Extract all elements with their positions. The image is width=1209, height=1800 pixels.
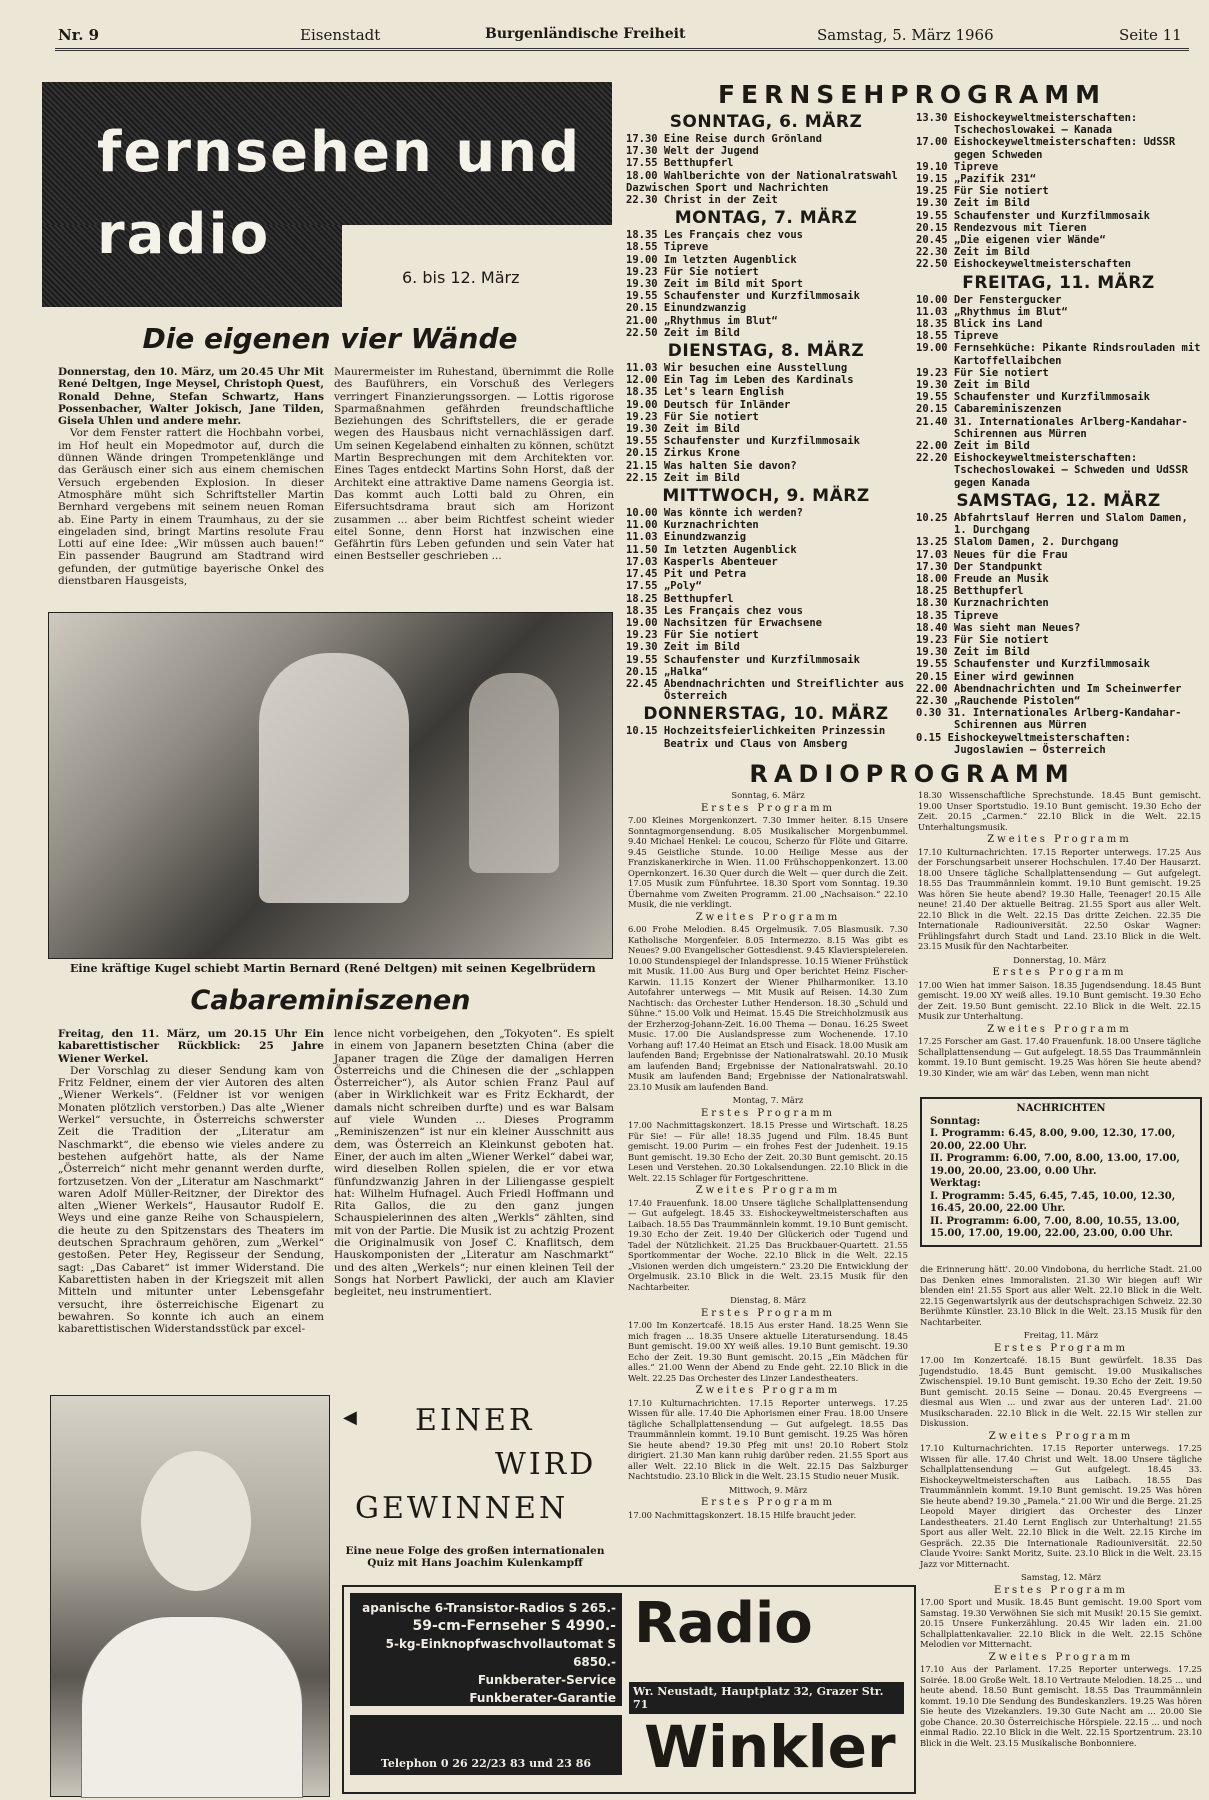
list-item: 10.00 Der Fenstergucker [916, 293, 1062, 306]
quiz-line3: GEWINNEN [355, 1491, 569, 1526]
list-item: 20.15 „Halka“ [626, 665, 709, 678]
article2-text1: Der Vorschlag zu dieser Sendung kam von Fritz Feldner, einem der vier Autoren des alten „Wiener Werkels“. (Feldner ist vor wenigen Monaten plötzlich verstorben.) Das alte „Wiener Werkel“ versuchte, in Österreichs schwerster Zeit die Tradition der „Literatur am Naschmarkt“, die ebenso wie vieles andere zu bestehen aufgehört hatte, als der Name „Österreich“ nicht mehr genannt werden durfte, fortzusetzen. Von der „Literatur am Naschmarkt“ waren Adolf Müller-Reitzner, der Direktor des alten „Wiener Werkels“, Hausautor Rudolf E. Weys und eine ganze Reihe von Schauspielern, die heute zu den Spitzenstars des Theaters im deutschen Sprachraum gehören, zum „Werkel“ gestoßen. Peter Hey, Regisseur der Sendung, sagt: „Das Cabaret“ ist immer Widerstand. Die Kabarettisten haben in der Kriegszeit mit allen Mitteln und mitunter unter Lebensgefahr versucht, ihre österreichische Eigenart zu bewahren. So konnte ich auch an einem kabarettistischen Widerstandsstück par excel- [58, 1064, 324, 1336]
list-item: 19.00 Fernsehküche: Pikante Rindsrouladen mit Kartoffellaibchen [916, 342, 1201, 367]
quiz-desc: Eine neue Folge des großen internationalen Quiz mit Hans Joachim Kulenkampff [345, 1545, 605, 1569]
nachrichten-box [920, 1097, 1202, 1247]
list-item: 19.55 Schaufenster und Kurzfilmmosaik [916, 391, 1150, 404]
list-item: 18.00 Freude an Musik [916, 572, 1049, 585]
quiz-line2: WIRD [495, 1447, 597, 1482]
list-item: 17.55 „Poly“ [626, 580, 702, 593]
list-item: II. Programm: 6.00, 7.00, 8.00, 10.55, 13.00, 15.00, 17.00, 19.00, 22.00, 23.00, 0.00 Uhr. [930, 1215, 1180, 1239]
play-icon: ◀ [343, 1407, 357, 1428]
list-item: 19.55 Schaufenster und Kurzfilmmosaik [626, 435, 860, 448]
list-item: 22.45 Abendnachrichten und Streiflichter aus Österreich [626, 677, 905, 703]
list-item: 19.30 Zeit im Bild mit Sport [626, 278, 804, 291]
photo-figure [259, 653, 409, 903]
radio-text: 17.10 Aus der Parlament. 17.25 Reporter unterwegs. 17.25 Soirée. 18.00 Große Welt. 18.10 Vertraute Melodien. 18.25 ... und heute abend. 18.50 Bunt gemischt. 18.55 Das Traummännlein kommt. 19.10 Die Sendung des Bundeskanzlers. 19.25 Was hören Sie heute des Vizekanzlers. 19.30 Gute Nacht am ... 20.00 Sie gobe Chance. 20.30 Österreichische Hörspiele. 22.15 ... und noch einmal Radio. 22.10 Blick in die Welt. 22.15 Sportzentrum. 23.10 Blick in die Welt. 23.15 Musikalische Bonbonniere. [920, 1664, 1202, 1748]
radio-col2 [918, 790, 1201, 1078]
list-item: 18.40 Was sieht man Neues? [916, 621, 1081, 634]
day-heading: DIENSTAG, 8. MÄRZ [667, 341, 865, 362]
page-number: Nr. 9 [58, 26, 100, 44]
list-item: 18.25 Betthupferl [916, 585, 1024, 598]
tv-list [626, 507, 906, 702]
list-item: 20.15 Rendezvous mit Tieren [916, 221, 1087, 234]
ad-winkler: Winkler [644, 1713, 896, 1781]
radio-day: Mittwoch, 9. März [728, 1484, 808, 1495]
list-item: 11.03 „Rhythmus im Blut“ [916, 305, 1068, 318]
day-heading: MITTWOCH, 9. MÄRZ [662, 486, 870, 507]
list-item: 19.55 Schaufenster und Kurzfilmmosaik [626, 653, 860, 666]
masthead-dates: 6. bis 12. März [402, 268, 520, 287]
radio-prog: Erstes Programm [993, 1584, 1129, 1596]
radio-prog: Erstes Programm [700, 802, 836, 814]
radio-prog: Erstes Programm [700, 1107, 836, 1119]
article2-col2 [334, 1028, 614, 1299]
list-item: 13.30 Eishockeyweltmeisterschaften: Tschechoslowakei — Kanada [916, 112, 1138, 137]
radio-col2-bottom [920, 1264, 1202, 1748]
list-item: 17.00 Eishockeyweltmeisterschaften: UdSSR gegen Schweden [916, 136, 1176, 161]
list-item: 18.55 Tipreve [626, 241, 709, 254]
radio-day: Samstag, 12. März [1021, 1572, 1101, 1582]
ad-line5: Funkberater-Garantie [469, 1691, 616, 1705]
tv-list [916, 294, 1201, 489]
radio-prog: Zweites Programm [695, 911, 841, 923]
radio-text: 17.10 Kulturnachrichten. 17.15 Reporter unterwegs. 17.25 Wissen für alle. 17.40 Die Aphorismen einer Frau. 18.00 Unsere tägliche Schallplattensendung — Gut aufgelegt. 18.55 Das Traummännlein kommt. 19.10 Bunt gemischt. 19.25 Was hören Sie heute abend? 19.30 Pfeg mit uns! 20.10 Robert Stolz dirigiert. 21.30 Man kann ruhig darüber reden. 21.55 Sport aus aller Welt. 22.10 Blick in die Welt. 22.15 Das Salzburger Nachtstudio. 23.10 Blick in die Welt. 23.15 Studio neuer Musik. [628, 1397, 908, 1481]
radio-day: Dienstag, 8. März [730, 1295, 806, 1305]
radio-text: 17.00 Im Konzertcafé. 18.15 Aus erster Hand. 18.25 Wenn Sie mich fragen ... 18.35 Unsere aktuelle Literatursendung. 18.45 Bunt gemischt. 19.00 XY weiß alles. 19.10 Bunt gemischt. 19.30 Echo der Zeit. 19.30 Bunt gemischt. 20.15 „Ein Mädchen für alles.“ 21.00 Wenn der Abend zu Ende geht. 22.10 Blick in die Welt. 22.25 Das Orchester des Linzer Landestheaters. [628, 1320, 908, 1383]
tv-day-4 [626, 486, 906, 702]
list-item: 18.55 Tipreve [916, 330, 999, 343]
list-item: 18.35 Blick ins Land [916, 318, 1043, 331]
tv-list [626, 725, 906, 749]
list-item: 19.55 Schaufenster und Kurzfilmmosaik [916, 658, 1150, 671]
article1-lead: Donnerstag, den 10. März, um 20.45 Uhr Mit René Deltgen, Inge Meysel, Christoph Quest, Ronald Dehne, Stefan Schwartz, Hans Possenbacher, Walter Jokisch, Jane Tilden, Gisela Uhlen und andere mehr. [58, 366, 324, 428]
list-item: 19.25 Für Sie notiert [916, 185, 1049, 198]
list-item: 22.30 Christ in der Zeit [626, 194, 778, 207]
masthead-line2: radio [97, 202, 271, 267]
radio-title: RADIOPROGRAMM [749, 760, 1075, 788]
day-heading: SAMSTAG, 12. MÄRZ [956, 490, 1161, 511]
list-item: 22.50 Zeit im Bild [626, 326, 740, 339]
list-item: 22.30 Zeit im Bild [916, 246, 1030, 259]
ad-line2: 59-cm-Fernseher S 4990.- [412, 1618, 616, 1634]
radio-text: 7.00 Kleines Morgenkonzert. 7.30 Immer heiter. 8.15 Unsere Sonntagmorgensendung. 8.05 Musikalischer Morgenbummel. 9.40 Michael Henkel: Le coucou, Scherzo für Flöte und Gitarre. 9.45 Geistliche Stunde. 10.00 Heilige Messe aus der Franziskanerkirche in Wien. 11.00 Frühschoppenkonzert. 13.00 Opernkonzert. 16.30 Quer durch die Welt — quer durch die Zeit. 17.05 Musik zum Fünfuhrtee. 18.30 Sport vom Sonntag. 19.30 Übernahme vom Zweiten Programm. 21.00 „Nachsaison.“ 22.10 Musik, die nie verklingt. [628, 815, 908, 909]
radio-day: Freitag, 11. März [1023, 1330, 1099, 1340]
list-item: 19.30 Zeit im Bild [626, 641, 740, 654]
list-item: 19.23 Für Sie notiert [916, 366, 1049, 379]
masthead-block [42, 82, 612, 307]
tv-list [916, 112, 1201, 271]
list-item: 18.35 Let's learn English [626, 386, 785, 399]
ad-line3: 5-kg-Einknopfwaschvollautomat S 6850.- [385, 1637, 616, 1669]
list-item: 10.00 Was könnte ich werden? [626, 507, 804, 520]
radio-text: 17.00 Sport und Musik. 18.45 Bunt gemischt. 19.00 Sport vom Samstag. 19.30 Verwöhnen Sie sich mit Musik! 20.15 Sie gemixt. 20.15 Unsere Funkerzählung. 20.45 Wir laden ein. 21.00 Schallplattenkavalier. 22.10 Blick in die Welt. 22.15 Schöne Melodien vor Mitternacht. [920, 1597, 1202, 1649]
list-item: 0.30 31. Internationales Arlberg-Kandahar-Schirennen aus Mürren [916, 707, 1182, 732]
list-item: 19.00 Im letzten Augenblick [626, 253, 797, 266]
radio-text: 17.10 Kulturnachrichten. 17.15 Reporter unterwegs. 17.25 Aus der Forschungsarbeit unserer Hochschulen. 17.40 Der Hausarzt. 18.00 Unsere tägliche Schallplattensendung — Gut aufgelegt. 18.55 Das Traummännlein kommt. 19.10 Bunt gemischt. 19.25 Was hören Sie heute abend? 19.30 Halle, Teenager! 20.15 Alle neune! 21.40 Der aktuelle Beitrag. 21.55 Sport aus aller Welt. 22.10 Blick in die Welt. 22.15 Das dritte Zeichen. 22.35 Die Internationale Radiouniversität. 22.50 Oskar Wagner: Frühlingsfahrt durch Stadt und Land. 23.10 Blick in die Welt. 23.15 Musik für den Nachtarbeiter. [918, 846, 1201, 951]
list-item: 20.15 Zirkus Krone [626, 447, 740, 460]
list-item: 19.15 „Pazifik 231“ [916, 173, 1037, 186]
radio-text: 17.00 Wien hat immer Saison. 18.35 Jugendsendung. 18.45 Bunt gemischt. 19.00 XY weiß alles. 19.10 Bunt gemischt. 19.30 Echo der Zeit. 19.50 Bunt gemischt. 22.10 Blick in die Welt. 22.15 Musik zur Unterhaltung. [918, 979, 1201, 1021]
list-item: 13.25 Slalom Damen, 2. Durchgang [916, 536, 1119, 549]
list-item: 11.03 Wir besuchen eine Ausstellung [626, 362, 848, 375]
list-item: 19.30 Zeit im Bild [916, 379, 1030, 392]
nachrichten-list [930, 1128, 1192, 1178]
ad-dark-panel [350, 1593, 622, 1706]
nachrichten-list [930, 1191, 1192, 1241]
list-item: 21.00 „Rhythmus im Blut“ [626, 314, 778, 327]
list-item: 22.00 Abendnachrichten und Im Scheinwerfer [916, 682, 1182, 695]
list-item: 19.30 Zeit im Bild [626, 423, 740, 436]
article2-col1 [58, 1028, 324, 1335]
header-place: Eisenstadt [300, 26, 381, 44]
radio-text: 18.30 Wissenschaftliche Sprechstunde. 18.45 Bunt gemischt. 19.00 Unser Sportstudio. 19.10 Bunt gemischt. 19.30 Echo der Zeit. 20.15 „Carmen.“ 22.10 Blick in die Welt. 22.15 Unterhaltungsmusik. [918, 790, 1201, 832]
nachrichten-title: NACHRICHTEN [1016, 1103, 1106, 1114]
radio-prog: Erstes Programm [700, 1497, 836, 1508]
article2-lead: Freitag, den 11. März, um 20.15 Uhr Ein kabarettistischer Rückblick: 25 Jahre Wiener Werkel. [58, 1028, 324, 1065]
radio-prog: Zweites Programm [988, 1651, 1134, 1663]
tv-day-7 [916, 491, 1201, 756]
list-item: 11.03 Einundzwanzig [626, 531, 747, 544]
quiz-block [340, 1395, 610, 1595]
tv-day-2 [626, 208, 906, 339]
article1-text1: Vor dem Fenster rattert die Hochbahn vorbei, im Hof heult ein Mopedmotor auf, durch die dünnen Wände dringen Trompetenklänge und das Geräusch einer sich aus einem chemischen Versuch ergebenden Explosion. In dieser Atmosphäre müht sich Schriftsteller Martin Bernhard vergebens mit seinem neuen Roman ab. Eine Party in einem Traumhaus, zu der sie eingeladen sind, bringt Martins resolute Frau Lotti auf eine Idee: „Wir müssen auch bauen!“ Ein passender Baugrund am Stadtrand wird gefunden, der gutmütige bayerische Onkel des dienstbaren Hausgeists, [58, 427, 324, 588]
list-item: 20.15 Cabareminiszenzen [916, 403, 1062, 416]
radio-col1 [628, 790, 908, 1520]
list-item: Dazwischen Sport und Nachrichten [626, 181, 829, 194]
list-item: 19.00 Nachsitzen für Erwachsene [626, 616, 822, 629]
tv-list [626, 229, 906, 339]
ad-address: Wr. Neustadt, Hauptplatz 32, Grazer Str. 71 [629, 1682, 904, 1714]
list-item: I. Programm: 5.45, 6.45, 7.45, 10.00, 12.30, 16.45, 20.00, 22.00 Uhr. [930, 1190, 1176, 1214]
list-item: 17.45 Pit und Petra [626, 568, 747, 581]
portrait-body [81, 1616, 303, 1798]
list-item: 22.00 Zeit im Bild [916, 440, 1030, 453]
list-item: 21.15 Was halten Sie davon? [626, 459, 797, 472]
radio-text: 17.00 Im Konzertcafé. 18.15 Bunt gewürfelt. 18.35 Das Jugendstudio. 18.45 Bunt gemischt. 19.00 Musikalisches Zwischenspiel. 19.10 Bunt gemischt. 19.30 Echo der Zeit. 19.50 Bunt gemischt. 20.15 Seine — Donau. 20.45 Evergreens — diesmal aus Wien ... und zwar aus der unteren Lad'. 21.00 Musikscharaden. 22.10 Blick in die Welt. 22.15 Wir stellen zur Diskussion. [920, 1355, 1202, 1428]
header-paper: Burgenländische Freiheit [485, 26, 686, 42]
list-item: 18.30 Kurznachrichten [916, 597, 1049, 610]
tv-list [916, 512, 1201, 756]
radio-day: Donnerstag, 10. März [1013, 954, 1106, 965]
article-title-2: Cabareminiszenen [190, 985, 471, 1016]
radio-text: 17.00 Nachmittagskonzert. 18.15 Hilfe braucht jeder. [628, 1509, 857, 1520]
list-item: 12.00 Ein Tag im Leben des Kardinals [626, 374, 854, 387]
list-item: 19.23 Für Sie notiert [626, 629, 759, 642]
header-date: Samstag, 5. März 1966 [817, 26, 994, 44]
list-item: 0.15 Eishockeyweltmeisterschaften: Jugoslawien — Österreich [916, 731, 1131, 756]
tv-day-3 [626, 341, 906, 484]
list-item: 19.00 Deutsch für Inländer [626, 398, 791, 411]
photo-kulenkampff [50, 1395, 330, 1797]
list-item: 21.40 31. Internationales Arlberg-Kandahar-Schirennen aus Mürren [916, 415, 1188, 440]
header-seite: Seite 11 [1119, 26, 1182, 44]
photo-figure-2 [469, 673, 559, 873]
list-item: 20.45 „Die eigenen vier Wände“ [916, 234, 1106, 247]
tv-title: FERNSEHPROGRAMM [717, 80, 1107, 109]
list-item: 18.00 Wahlberichte von der Nationalratswahl [626, 169, 898, 182]
list-item: 20.15 Einer wird gewinnen [916, 670, 1075, 683]
ad-line4: Funkberater-Service [477, 1673, 616, 1687]
radio-text: 17.10 Kulturnachrichten. 17.15 Reporter unterwegs. 17.25 Wissen für alle. 17.40 Christ und Welt. 18.00 Unsere tägliche Schallplattensendung — Gut aufgelegt. 18.45 33. Eishockeyweltmeisterschaften aus Laibach. 18.55 Das Traummännlein kommt. 19.10 Bunt gemischt. 19.25 Was hören Sie heute abend? 19.30 „Pamela.“ 21.00 Wir und die Berge. 21.25 Leopold Mayer dirigiert das Orchester des Linzer Landestheaters. 21.40 Lernt Englisch zur Unterhaltung! 21.55 Sport aus aller Welt. 22.10 Blick in die Welt. 22.15 Kirche im Gespräch. 22.35 Die Internationale Radiouniversität. 22.50 Claude Yvoire: Sankt Moritz, Suite. 23.10 Blick in die Welt. 23.15 Jazz vor Mitternacht. [920, 1443, 1202, 1569]
radio-prog: Zweites Programm [987, 834, 1132, 845]
page-header [55, 22, 1189, 51]
list-item: 11.00 Kurznachrichten [626, 519, 759, 532]
photo1-caption: Eine kräftige Kugel schiebt Martin Bernard (René Deltgen) mit seinen Kegelbrüdern [70, 962, 596, 975]
list-item: 10.15 Hochzeitsfeierlichkeiten Prinzessin Beatrix und Claus von Amsberg [626, 725, 886, 750]
list-item: 17.03 Neues für die Frau [916, 548, 1068, 561]
radio-text: 17.40 Frauenfunk. 18.00 Unsere tägliche Schallplattensendung — Gut aufgelegt. 18.45 33. Eishockeyweltmeisterschaften aus Laibach. 18.55 Das Traummännlein kommt. 19.10 Bunt gemischt. 19.30 Echo der Zeit. 19.40 Der Glückerich oder Tugend und Tadel der Nützlichkeit. 21.25 Das Bruckbauer-Quartett. 21.55 Sportkommentar der Woche. 22.10 Blick in die Welt. 22.15 „Visionen werden dich umgeistern.“ 23.20 Die Entwicklung der Orgelmusik. 23.10 Blick in die Welt. 23.15 Musik für den Nachtarbeiter. [628, 1197, 908, 1292]
list-item: 18.35 Les Français chez vous [626, 229, 804, 242]
article1-text2: Maurermeister im Ruhestand, übernimmt die Rolle des Bauführers, ein Vorschuß des Verlegers verringert Finanzierungssorgen. — Lottis rigorose Sparmaßnahmen gefährden freundschaftliche Beziehungen des Schriftstellers, die er gerade wegen des Hausbaus nicht vernachlässigen darf. Um seinen Kegelabend einhalten zu können, schützt Martin Besprechungen mit dem Architekten vor. Eines Tages entdeckt Martins Sohn Horst, daß der Architekt eine attraktive Dame namens Georgia ist. Das kommt auch Lotti bald zu Ohren, ein Eifersuchtsdrama braut sich am Horizont zusammen ... aber beim Richtfest scheint wieder eitel Sonne, denn Horst hat inzwischen eine Gefährtin fürs Leben gefunden und sein Vater hat einen Bestseller geschrieben ... [334, 366, 614, 563]
tv-day-1 [626, 112, 906, 206]
radio-text: 6.00 Frohe Melodien. 8.45 Orgelmusik. 7.05 Blasmusik. 7.30 Katholische Morgenfeier. 8.05 Intermezzo. 8.15 Was gibt es Neues? 9.00 Evangelischer Gottesdienst. 9.45 Klavierspielereien. 10.00 Stundenspiegel der Inlandspresse. 10.15 Wiener Frühstück mit Musik. 11.00 Aus Burg und Oper berichtet Heinz Fischer-Karwin. 11.15 Konzert der Wiener Philharmoniker. 13.10 Autofahrer unterwegs — Mit Musik auf Reisen. 14.30 Zum Nachtisch: das Orchester Luther Henderson. 18.30 „Schuld und Sühne.“ 15.00 Volk und Heimat. 15.45 Die Streichholzmusik aus der Erzherzog-Johann-Zeit. 16.00 Thema — Donau. 16.25 Sweet Music. 17.00 Die Auslandspresse zum Wochenende. 17.10 Vorhang auf! 17.40 Heimat an Etsch und Eisack. 18.00 Musik am laufenden Band; Ergebnisse der Nationalratswahl. 20.10 Musik am laufenden Band; Ergebnisse der Nationalratswahl. 20.10 Musik am laufenden Band; Ergebnisse der Nationalratswahl. 23.10 Musik am laufenden Band. [628, 924, 908, 1092]
list-item: II. Programm: 6.00, 7.00, 8.00, 13.00, 17.00, 19.00, 20.00, 23.00, 0.00 Uhr. [930, 1153, 1180, 1177]
list-item: 19.55 Schaufenster und Kurzfilmmosaik [626, 290, 860, 303]
list-item: 22.20 Eishockeyweltmeisterschaften: Tschechoslowakei — Schweden und UdSSR gegen Kanada [916, 452, 1188, 489]
list-item: 17.30 Eine Reise durch Grönland [626, 133, 822, 145]
tv-day-5 [626, 704, 906, 749]
nachrichten-werktag: Werktag: [930, 1178, 981, 1189]
radio-day: Sonntag, 6. März [731, 790, 805, 800]
tv-list [626, 362, 906, 484]
list-item: 17.30 Der Standpunkt [916, 560, 1043, 573]
radio-text: 17.00 Nachmittagskonzert. 18.15 Presse und Wirtschaft. 18.25 Für Sie! — Für alle! 18.35 Jugend und Film. 18.45 Bunt gemischt. 19.00 Purim — ein frohes Fest der Judenheit. 19.15 Bunt gemischt. 19.30 Echo der Zeit. 20.30 Bunt gemischt. 20.15 Lesen und Verstehen. 20.30 Lokalsendungen. 22.10 Blick in die Welt. 22.15 Schlager für Fortgeschrittene. [628, 1120, 908, 1183]
list-item: 19.10 Tipreve [916, 160, 999, 173]
list-item: 18.35 Les Français chez vous [626, 604, 804, 617]
list-item: 19.23 Für Sie notiert [626, 265, 759, 278]
day-heading: FREITAG, 11. MÄRZ [962, 272, 1155, 293]
list-item: 22.15 Zeit im Bild [626, 471, 740, 484]
day-heading: MONTAG, 7. MÄRZ [674, 208, 858, 229]
tv-col1 [626, 110, 906, 750]
list-item: I. Programm: 6.45, 8.00, 9.00, 12.30, 17.00, 20.00, 22.00 Uhr. [930, 1128, 1176, 1152]
ad-telephone: Telephon 0 26 22/23 83 und 23 86 [350, 1715, 622, 1775]
masthead-line1: fernsehen und [97, 120, 582, 185]
list-item: 17.55 Betthupferl [626, 157, 734, 170]
article-title-1: Die eigenen vier Wände [142, 322, 518, 355]
radio-prog: Erstes Programm [992, 967, 1127, 978]
radio-day: Montag, 7. März [732, 1095, 804, 1105]
article1-col2 [334, 366, 614, 563]
list-item: 19.55 Schaufenster und Kurzfilmmosaik [916, 209, 1150, 222]
tv-col2 [916, 112, 1201, 756]
portrait-face [141, 1451, 251, 1591]
list-item: 19.23 Für Sie notiert [916, 633, 1049, 646]
list-item: 19.30 Zeit im Bild [916, 197, 1030, 210]
day-heading: DONNERSTAG, 10. MÄRZ [643, 704, 889, 725]
radio-prog: Zweites Programm [695, 1385, 841, 1396]
radio-prog: Zweites Programm [987, 1023, 1132, 1035]
radio-text: die Erinnerung hätt'. 20.00 Vindobona, du herrliche Stadt. 21.00 Das Denken eines Immoralisten. 21.30 Wir biegen auf! Wir blenden ein! 21.55 Sport aus aller Welt. 22.10 Blick in die Welt. 22.15 Gegenwartslyrik aus der deutschsprachigen Schweiz. 22.30 Berühmte Künstler. 23.10 Blick in die Welt. 23.15 Musik für den Nachtarbeiter. [920, 1264, 1202, 1327]
tv-list [626, 133, 906, 206]
ad-radio: Radio [634, 1591, 813, 1656]
list-item: 17.30 Welt der Jugend [626, 145, 759, 158]
list-item: 18.25 Betthupferl [626, 592, 734, 605]
radio-prog: Zweites Programm [988, 1430, 1134, 1442]
ad-radio-winkler [342, 1585, 916, 1794]
radio-prog: Zweites Programm [695, 1185, 841, 1196]
list-item: 20.15 Einundzwanzig [626, 302, 747, 315]
article2-text2: lence nicht vorbeigehen, den „Tokyoten“. Es spielt in einem von Japanern besetzten China (aber die Japaner tragen die Züge der damaligen Herren Österreichs und die Chinesen die der „schlappen Österreicher“), als Autor schien Franz Paul auf (aber in Wirklichkeit war es Fritz Eckhardt, der damals nicht schreiben durfte) und es war Balsam auf viele Wunden ... Dieses Programm „Reminiszenzen“ ist nur ein kleiner Ausschnitt aus dem, was Österreich an Kleinkunst geboten hat. Einer, der auch im alten „Wiener Werkel“ dabei war, wird dieselben Rollen spielen, die er vor etwa fünfundzwanzig Jahren in der Liliengasse gespielt hat: Wilhelm Hufnagel. Auch Friedl Hoffmann und Rita Gallos, die zu den ganz jungen Schauspielerinnen des alten „Werkls“ zählten, sind mit von der Partie. Die Musik ist zu achtzig Prozent die Originalmusik von Josef C. Knaflitsch, dem Hauskomponisten der „Literatur am Naschmarkt“ und des alten „Werkels“; nur einen kleinen Teil der Songs hat Norbert Pawlicki, der auch am Klavier begleitet, neu instrumentiert. [334, 1028, 614, 1299]
radio-prog: Erstes Programm [700, 1307, 836, 1319]
list-item: 10.25 Abfahrtslauf Herren und Slalom Damen, 1. Durchgang [916, 511, 1188, 537]
radio-prog: Erstes Programm [993, 1342, 1129, 1354]
list-item: 17.03 Kasperls Abenteuer [626, 555, 778, 568]
radio-text: 17.25 Forscher am Gast. 17.40 Frauenfunk. 18.00 Unsere tägliche Schallplattensendung — Gut aufgelegt. 18.55 Das Traummännlein kommt. 19.10 Bunt gemischt. 19.25 Was hören Sie heute abend? 19.30 Kinder, wie am wär' das Leben, wenn man nicht [918, 1036, 1201, 1078]
list-item: 19.30 Zeit im Bild [916, 646, 1030, 659]
ad-line1: apanische 6-Transistor-Radios S 265.- [362, 1601, 616, 1615]
list-item: 22.50 Eishockeyweltmeisterschaften [916, 258, 1131, 271]
list-item: 22.30 „Rauchende Pistolen“ [916, 694, 1081, 707]
quiz-line1: EINER [415, 1403, 535, 1438]
nachrichten-sonntag: Sonntag: [930, 1115, 981, 1127]
photo-kegelbahn [48, 612, 613, 959]
list-item: 19.23 Für Sie notiert [626, 410, 759, 423]
tv-day-6 [916, 273, 1201, 489]
day-heading: SONNTAG, 6. MÄRZ [669, 112, 863, 132]
list-item: 11.50 Im letzten Augenblick [626, 543, 797, 556]
article1-col1 [58, 366, 324, 587]
list-item: 18.35 Tipreve [916, 609, 999, 622]
